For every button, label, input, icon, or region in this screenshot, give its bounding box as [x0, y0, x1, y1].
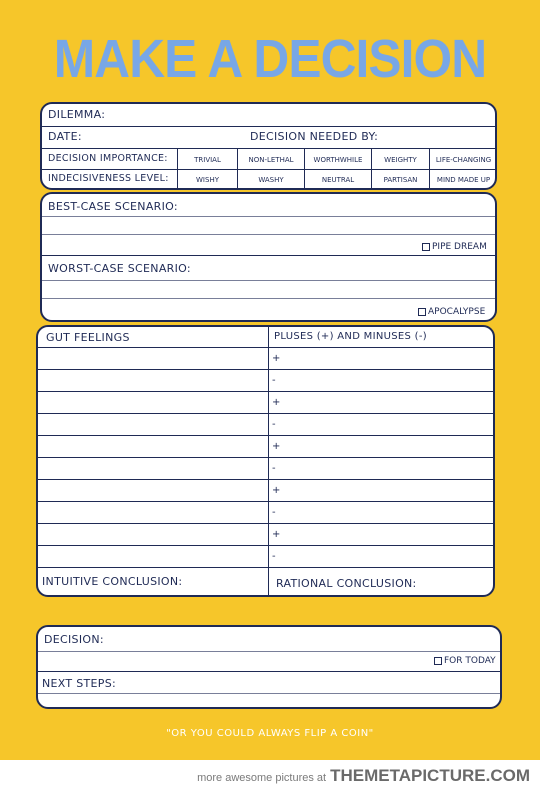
writing-line: [38, 501, 495, 502]
page-title: MAKE A DECISION: [53, 29, 487, 89]
importance-option-trivial[interactable]: TRIVIAL: [194, 156, 221, 164]
importance-option-weighty[interactable]: WEIGHTY: [384, 156, 417, 164]
plus-sign: +: [272, 397, 281, 408]
writing-line: [38, 457, 495, 458]
next-steps-label: NEXT STEPS:: [42, 677, 117, 690]
for-today-checkbox[interactable]: [434, 656, 496, 666]
writing-line: [38, 369, 495, 370]
indecisiveness-option-wishy[interactable]: WISHY: [196, 176, 219, 184]
scenario-box: [40, 192, 497, 322]
writing-line: [38, 651, 502, 652]
writing-line: [42, 280, 497, 281]
plus-sign: +: [272, 353, 281, 364]
flip-a-coin-footer: "OR YOU COULD ALWAYS FLIP A COIN": [166, 728, 374, 739]
apocalypse-checkbox[interactable]: [418, 307, 485, 317]
pipe-dream-checkbox[interactable]: [422, 242, 487, 252]
divider: [38, 671, 502, 672]
header-box: [40, 102, 497, 190]
column-divider: [268, 327, 269, 597]
minus-sign: -: [272, 375, 276, 386]
minus-sign: -: [272, 419, 276, 430]
writing-line: [42, 298, 497, 299]
divider: [38, 567, 495, 568]
date-label: DATE:: [48, 130, 82, 143]
divider: [42, 126, 497, 127]
dilemma-label: DILEMMA:: [48, 108, 106, 121]
plus-sign: +: [272, 441, 281, 452]
worst-case-label: WORST-CASE SCENARIO:: [48, 262, 191, 275]
best-case-label: BEST-CASE SCENARIO:: [48, 200, 178, 213]
importance-option-life-changing[interactable]: LIFE-CHANGING: [435, 156, 492, 164]
indecisiveness-option-mind-made-up[interactable]: MIND MADE UP: [436, 176, 491, 184]
intuitive-conclusion-label: INTUITIVE CONCLUSION:: [42, 575, 183, 588]
writing-line: [38, 435, 495, 436]
rational-conclusion-label: RATIONAL CONCLUSION:: [276, 577, 417, 590]
indecisiveness-option-washy[interactable]: WASHY: [258, 176, 284, 184]
minus-sign: -: [272, 551, 276, 562]
decision-box: [36, 625, 502, 709]
minus-sign: -: [272, 507, 276, 518]
writing-line: [38, 479, 495, 480]
importance-label: DECISION IMPORTANCE:: [48, 153, 168, 164]
writing-line: [42, 216, 497, 217]
credit-prefix: more awesome pictures at: [197, 772, 327, 784]
importance-option-worthwhile[interactable]: WORTHWHILE: [313, 156, 363, 164]
apocalypse-label: APOCALYPSE: [428, 307, 486, 317]
for-today-label: FOR TODAY: [444, 656, 496, 666]
indecisiveness-option-neutral[interactable]: NEUTRAL: [321, 176, 355, 184]
gut-feelings-label: GUT FEELINGS: [46, 331, 130, 344]
writing-line: [38, 413, 495, 414]
writing-line: [38, 523, 495, 524]
feelings-box: [36, 325, 495, 597]
divider: [42, 255, 497, 256]
site-name: THEMETAPICTURE.COM: [330, 766, 530, 785]
indecisiveness-label: INDECISIVENESS LEVEL:: [48, 173, 169, 184]
decision-label: DECISION:: [44, 633, 104, 646]
writing-line: [38, 545, 495, 546]
divider: [38, 347, 495, 348]
decision-needed-by-label: DECISION NEEDED BY:: [250, 130, 379, 143]
writing-line: [38, 391, 495, 392]
writing-line: [42, 234, 497, 235]
pipe-dream-label: PIPE DREAM: [432, 242, 487, 252]
writing-line: [38, 693, 502, 694]
plus-sign: +: [272, 485, 281, 496]
indecisiveness-option-partisan[interactable]: PARTISAN: [383, 176, 418, 184]
minus-sign: -: [272, 463, 276, 474]
pluses-minuses-label: PLUSES (+) AND MINUSES (-): [274, 331, 427, 342]
importance-option-non-lethal[interactable]: NON-LETHAL: [248, 156, 294, 164]
plus-sign: +: [272, 529, 281, 540]
site-credit[interactable]: [197, 766, 530, 786]
